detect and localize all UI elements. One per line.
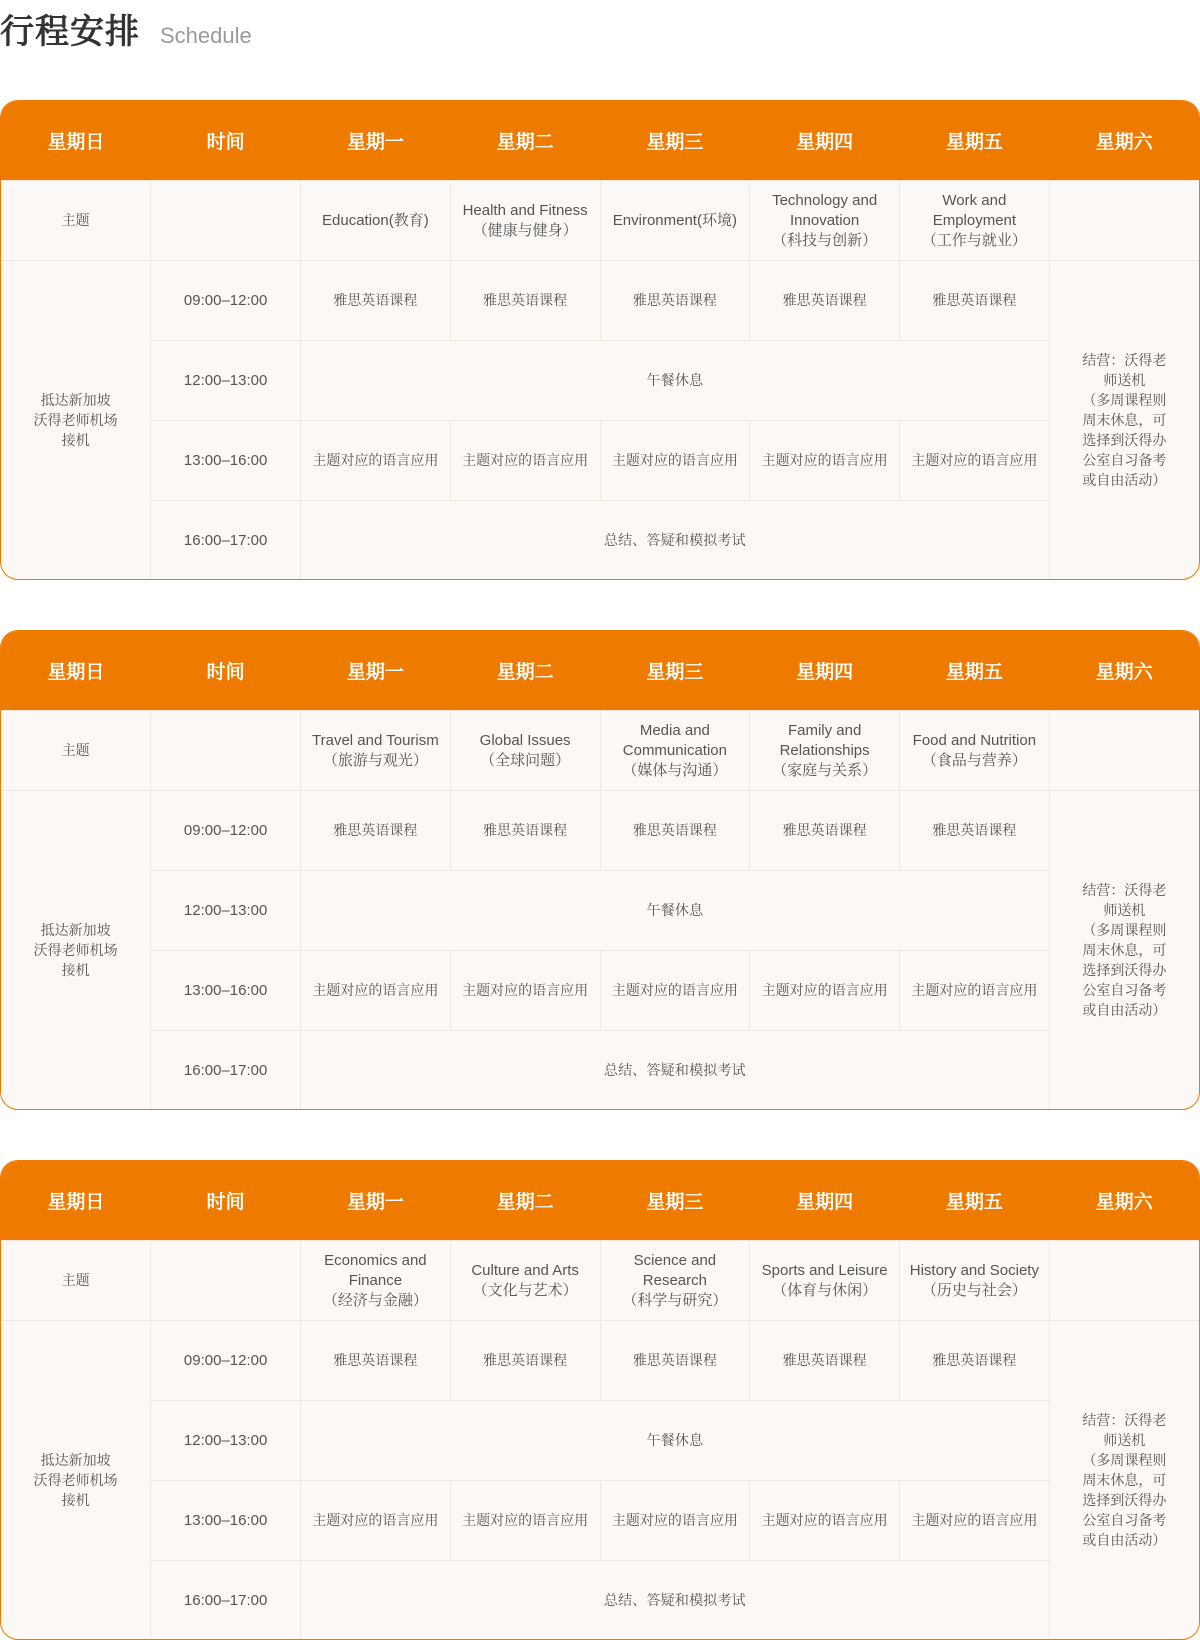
header-row (1, 101, 1199, 181)
time-slot-row (1, 1401, 1199, 1481)
activity-fri: 雅思英语课程 (900, 1321, 1050, 1401)
theme-row (1, 181, 1199, 261)
theme-mon: Education(教育) (301, 181, 451, 261)
theme-label: 主题 (1, 711, 151, 791)
activity-thu: 雅思英语课程 (750, 261, 900, 341)
header-cell: 星期五 (900, 1161, 1050, 1241)
theme-tue: Health and Fitness （健康与健身） (450, 181, 600, 261)
activity-mon: 雅思英语课程 (301, 261, 451, 341)
activity-tue: 雅思英语课程 (450, 261, 600, 341)
activity-tue: 雅思英语课程 (450, 791, 600, 871)
header-cell: 星期二 (450, 1161, 600, 1241)
theme-wed: Science and Research （科学与研究） (600, 1241, 750, 1321)
time-slot: 09:00–12:00 (151, 791, 301, 871)
activity-wed: 雅思英语课程 (600, 791, 750, 871)
theme-label: 主题 (1, 1241, 151, 1321)
header-cell: 星期二 (450, 631, 600, 711)
header-cell: 星期五 (900, 101, 1050, 181)
departure-note: 结营：沃得老 师送机 （多周课程则 周末休息，可 选择到沃得办 公室自习备考 或自由活动） (1049, 261, 1199, 581)
theme-row (1, 1241, 1199, 1321)
theme-sat-empty (1049, 181, 1199, 261)
header-cell: 星期四 (750, 1161, 900, 1241)
theme-mon: Travel and Tourism （旅游与观光） (301, 711, 451, 791)
activity-thu: 雅思英语课程 (750, 791, 900, 871)
header-cell: 时间 (151, 101, 301, 181)
time-slot-row (1, 1321, 1199, 1401)
header-cell: 星期三 (600, 1161, 750, 1241)
theme-label: 主题 (1, 181, 151, 261)
arrival-note: 抵达新加坡 沃得老师机场 接机 (1, 1321, 151, 1640)
header-cell: 星期五 (900, 631, 1050, 711)
theme-fri: Food and Nutrition （食品与营养） (900, 711, 1050, 791)
theme-time-empty (151, 711, 301, 791)
time-slot-row (1, 341, 1199, 421)
merged-activity: 午餐休息 (301, 341, 1050, 421)
time-slot: 13:00–16:00 (151, 1481, 301, 1561)
time-slot-row (1, 1481, 1199, 1561)
header-cell: 星期日 (1, 1161, 151, 1241)
activity-wed: 雅思英语课程 (600, 1321, 750, 1401)
header-cell: 星期六 (1049, 1161, 1199, 1241)
schedule-table-week-2 (0, 630, 1200, 1110)
theme-mon: Economics and Finance （经济与金融） (301, 1241, 451, 1321)
activity-thu: 雅思英语课程 (750, 1321, 900, 1401)
arrival-note: 抵达新加坡 沃得老师机场 接机 (1, 791, 151, 1111)
schedule-table-week-1 (0, 100, 1200, 580)
page-subtitle: Schedule (160, 23, 252, 48)
theme-thu: Technology and Innovation （科技与创新） (750, 181, 900, 261)
header-cell: 时间 (151, 631, 301, 711)
activity-wed: 雅思英语课程 (600, 261, 750, 341)
merged-activity: 总结、答疑和模拟考试 (301, 1561, 1050, 1640)
activity-mon: 主题对应的语言应用 (301, 1481, 451, 1561)
activity-tue: 主题对应的语言应用 (450, 421, 600, 501)
page-header (0, 4, 252, 50)
header-cell: 星期日 (1, 631, 151, 711)
theme-tue: Culture and Arts （文化与艺术） (450, 1241, 600, 1321)
header-cell: 星期一 (301, 631, 451, 711)
header-cell: 星期四 (750, 101, 900, 181)
activity-fri: 主题对应的语言应用 (900, 1481, 1050, 1561)
time-slot-row (1, 1031, 1199, 1111)
activity-wed: 主题对应的语言应用 (600, 1481, 750, 1561)
departure-note: 结营：沃得老 师送机 （多周课程则 周末休息，可 选择到沃得办 公室自习备考 或自由活动） (1049, 791, 1199, 1111)
theme-fri: Work and Employment （工作与就业） (900, 181, 1050, 261)
activity-tue: 雅思英语课程 (450, 1321, 600, 1401)
activity-wed: 主题对应的语言应用 (600, 951, 750, 1031)
merged-activity: 午餐休息 (301, 1401, 1050, 1481)
activity-tue: 主题对应的语言应用 (450, 951, 600, 1031)
activity-thu: 主题对应的语言应用 (750, 951, 900, 1031)
header-cell: 星期一 (301, 1161, 451, 1241)
theme-sat-empty (1049, 1241, 1199, 1321)
activity-fri: 雅思英语课程 (900, 791, 1050, 871)
time-slot: 12:00–13:00 (151, 341, 301, 421)
schedule-table (1, 1161, 1199, 1640)
header-cell: 星期三 (600, 101, 750, 181)
activity-tue: 主题对应的语言应用 (450, 1481, 600, 1561)
header-cell: 星期六 (1049, 101, 1199, 181)
time-slot: 16:00–17:00 (151, 501, 301, 581)
header-cell: 星期二 (450, 101, 600, 181)
activity-thu: 主题对应的语言应用 (750, 1481, 900, 1561)
merged-activity: 午餐休息 (301, 871, 1050, 951)
activity-mon: 雅思英语课程 (301, 1321, 451, 1401)
header-cell: 星期三 (600, 631, 750, 711)
time-slot: 13:00–16:00 (151, 421, 301, 501)
time-slot-row (1, 421, 1199, 501)
activity-fri: 雅思英语课程 (900, 261, 1050, 341)
merged-activity: 总结、答疑和模拟考试 (301, 501, 1050, 581)
header-cell: 星期一 (301, 101, 451, 181)
schedule-table (1, 631, 1199, 1110)
departure-note: 结营：沃得老 师送机 （多周课程则 周末休息，可 选择到沃得办 公室自习备考 或自由活动） (1049, 1321, 1199, 1640)
header-cell: 星期六 (1049, 631, 1199, 711)
header-row (1, 631, 1199, 711)
time-slot: 13:00–16:00 (151, 951, 301, 1031)
time-slot-row (1, 791, 1199, 871)
theme-thu: Sports and Leisure （体育与休闲） (750, 1241, 900, 1321)
theme-wed: Media and Communication （媒体与沟通） (600, 711, 750, 791)
time-slot: 16:00–17:00 (151, 1031, 301, 1111)
theme-fri: History and Society （历史与社会） (900, 1241, 1050, 1321)
theme-tue: Global Issues （全球问题） (450, 711, 600, 791)
activity-fri: 主题对应的语言应用 (900, 421, 1050, 501)
time-slot: 09:00–12:00 (151, 261, 301, 341)
merged-activity: 总结、答疑和模拟考试 (301, 1031, 1050, 1111)
time-slot: 16:00–17:00 (151, 1561, 301, 1640)
time-slot: 09:00–12:00 (151, 1321, 301, 1401)
page-title: 行程安排 (0, 12, 140, 52)
theme-time-empty (151, 181, 301, 261)
theme-wed: Environment(环境) (600, 181, 750, 261)
header-cell: 星期四 (750, 631, 900, 711)
time-slot-row (1, 1561, 1199, 1640)
time-slot-row (1, 951, 1199, 1031)
time-slot: 12:00–13:00 (151, 871, 301, 951)
activity-wed: 主题对应的语言应用 (600, 421, 750, 501)
activity-mon: 主题对应的语言应用 (301, 421, 451, 501)
header-cell: 星期日 (1, 101, 151, 181)
schedule-table-week-3 (0, 1160, 1200, 1640)
theme-sat-empty (1049, 711, 1199, 791)
theme-thu: Family and Relationships （家庭与关系） (750, 711, 900, 791)
theme-time-empty (151, 1241, 301, 1321)
time-slot-row (1, 871, 1199, 951)
time-slot: 12:00–13:00 (151, 1401, 301, 1481)
time-slot-row (1, 501, 1199, 581)
arrival-note: 抵达新加坡 沃得老师机场 接机 (1, 261, 151, 581)
activity-mon: 雅思英语课程 (301, 791, 451, 871)
time-slot-row (1, 261, 1199, 341)
schedule-table (1, 101, 1199, 580)
activity-fri: 主题对应的语言应用 (900, 951, 1050, 1031)
header-row (1, 1161, 1199, 1241)
theme-row (1, 711, 1199, 791)
header-cell: 时间 (151, 1161, 301, 1241)
activity-mon: 主题对应的语言应用 (301, 951, 451, 1031)
activity-thu: 主题对应的语言应用 (750, 421, 900, 501)
